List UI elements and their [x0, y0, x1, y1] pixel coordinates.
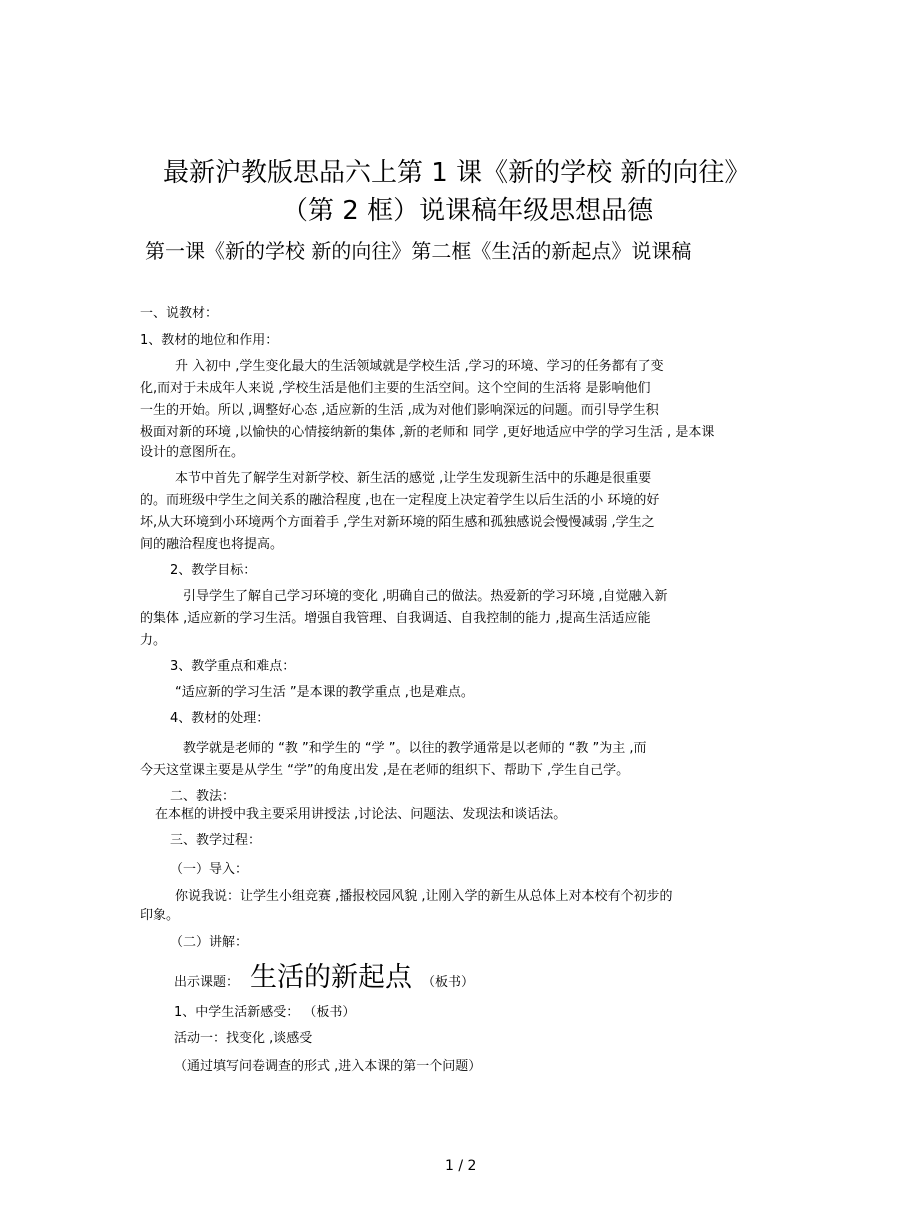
activity-1-note: （通过填写问卷调查的形式 ,进入本课的第一个问题） — [174, 1059, 482, 1074]
paragraph-line: 升 入初中 ,学生变化最大的生活领域就是学校生活 ,学习的环境、学习的任务都有了变 — [175, 359, 664, 374]
document-title-line-2: （第 2 框）说课稿年级思想品德 — [282, 196, 654, 226]
paragraph-line: “适应新的学习生活 ”是本课的教学重点 ,也是难点。 — [175, 685, 474, 700]
paragraph-line: 坏,从大环境到小环境两个方面着手 ,学生对新环境的陌生感和孤独感说会慢慢减弱 ,学生之 — [140, 515, 655, 530]
section-3-2-heading: （二）讲解： — [170, 935, 249, 950]
paragraph-line: 力。 — [140, 633, 167, 648]
paragraph-line: 化,而对于未成年人来说 ,学校生活是他们主要的生活空间。这个空间的生活将 是影响他们 — [140, 381, 651, 396]
paragraph-line: 一生的开始。所以 ,调整好心态 ,适应新的生活 ,成为对他们影响深远的问题。而引导学生积 — [140, 403, 659, 418]
section-1-3-heading: 3、教学重点和难点： — [170, 659, 296, 674]
paragraph-line: 在本框的讲授中我主要采用讲授法 ,讨论法、问题法、发现法和谈话法。 — [155, 807, 567, 822]
paragraph-line: 印象。 — [140, 908, 180, 923]
section-1-2-heading: 2、教学目标： — [170, 563, 257, 578]
section-1-4-heading: 4、教材的处理： — [170, 711, 270, 726]
paragraph-line: 引导学生了解自己学习环境的变化 ,明确自己的做法。热爱新的学习环境 ,自觉融入新 — [183, 589, 668, 604]
section-2-heading: 二、教法： — [170, 789, 236, 804]
paragraph-line: 本节中首先了解学生对新学校、新生活的感觉 ,让学生发现新生活中的乐趣是很重要 — [175, 471, 652, 486]
section-1-1-heading: 1、教材的地位和作用： — [140, 333, 279, 348]
paragraph-line: 设计的意图所在。 — [140, 445, 245, 460]
paragraph-line: 今天这堂课主要是从学生 “学”的角度出发 ,是在老师的组织下、帮助下 ,学生自己学。 — [140, 763, 630, 778]
activity-1: 活动一：找变化 ,谈感受 — [174, 1031, 313, 1046]
document-subtitle: 第一课《新的学校 新的向往》第二框《生活的新起点》说课稿 — [145, 239, 692, 263]
topic-title: 生活的新起点 — [250, 962, 412, 993]
paragraph-line: 教学就是老师的 “教 ”和学生的 “学 ”。以往的教学通常是以老师的 “教 ”为主 ,而 — [183, 741, 647, 756]
page-number: 1 / 2 — [445, 1158, 477, 1174]
topic-suffix: （板书） — [422, 975, 475, 990]
topic-prefix: 出示课题： — [174, 975, 240, 990]
paragraph-line: 间的融洽程度也将提高。 — [140, 537, 284, 552]
paragraph-line: 极面对新的环境 ,以愉快的心情接纳新的集体 ,新的老师和 同学 ,更好地适应中学的学习生活 , 是本课 — [140, 425, 715, 440]
section-1-heading: 一、说教材： — [140, 306, 219, 321]
point-1: 1、中学生活新感受： （板书） — [174, 1005, 356, 1020]
document-title-line-1: 最新沪教版思品六上第 1 课《新的学校 新的向往》 — [163, 158, 751, 188]
paragraph-line: 的集体 ,适应新的学习生活。增强自我管理、自我调适、自我控制的能力 ,提高生活适应能 — [140, 611, 651, 626]
paragraph-line: 的。而班级中学生之间关系的融洽程度 ,也在一定程度上决定着学生以后生活的小 环境的好 — [140, 493, 660, 508]
paragraph-line: 你说我说：让学生小组竞赛 ,播报校园风貌 ,让刚入学的新生从总体上对本校有个初步的 — [175, 889, 673, 904]
section-3-1-heading: （一）导入： — [170, 862, 249, 877]
section-3-heading: 三、教学过程： — [170, 833, 262, 848]
